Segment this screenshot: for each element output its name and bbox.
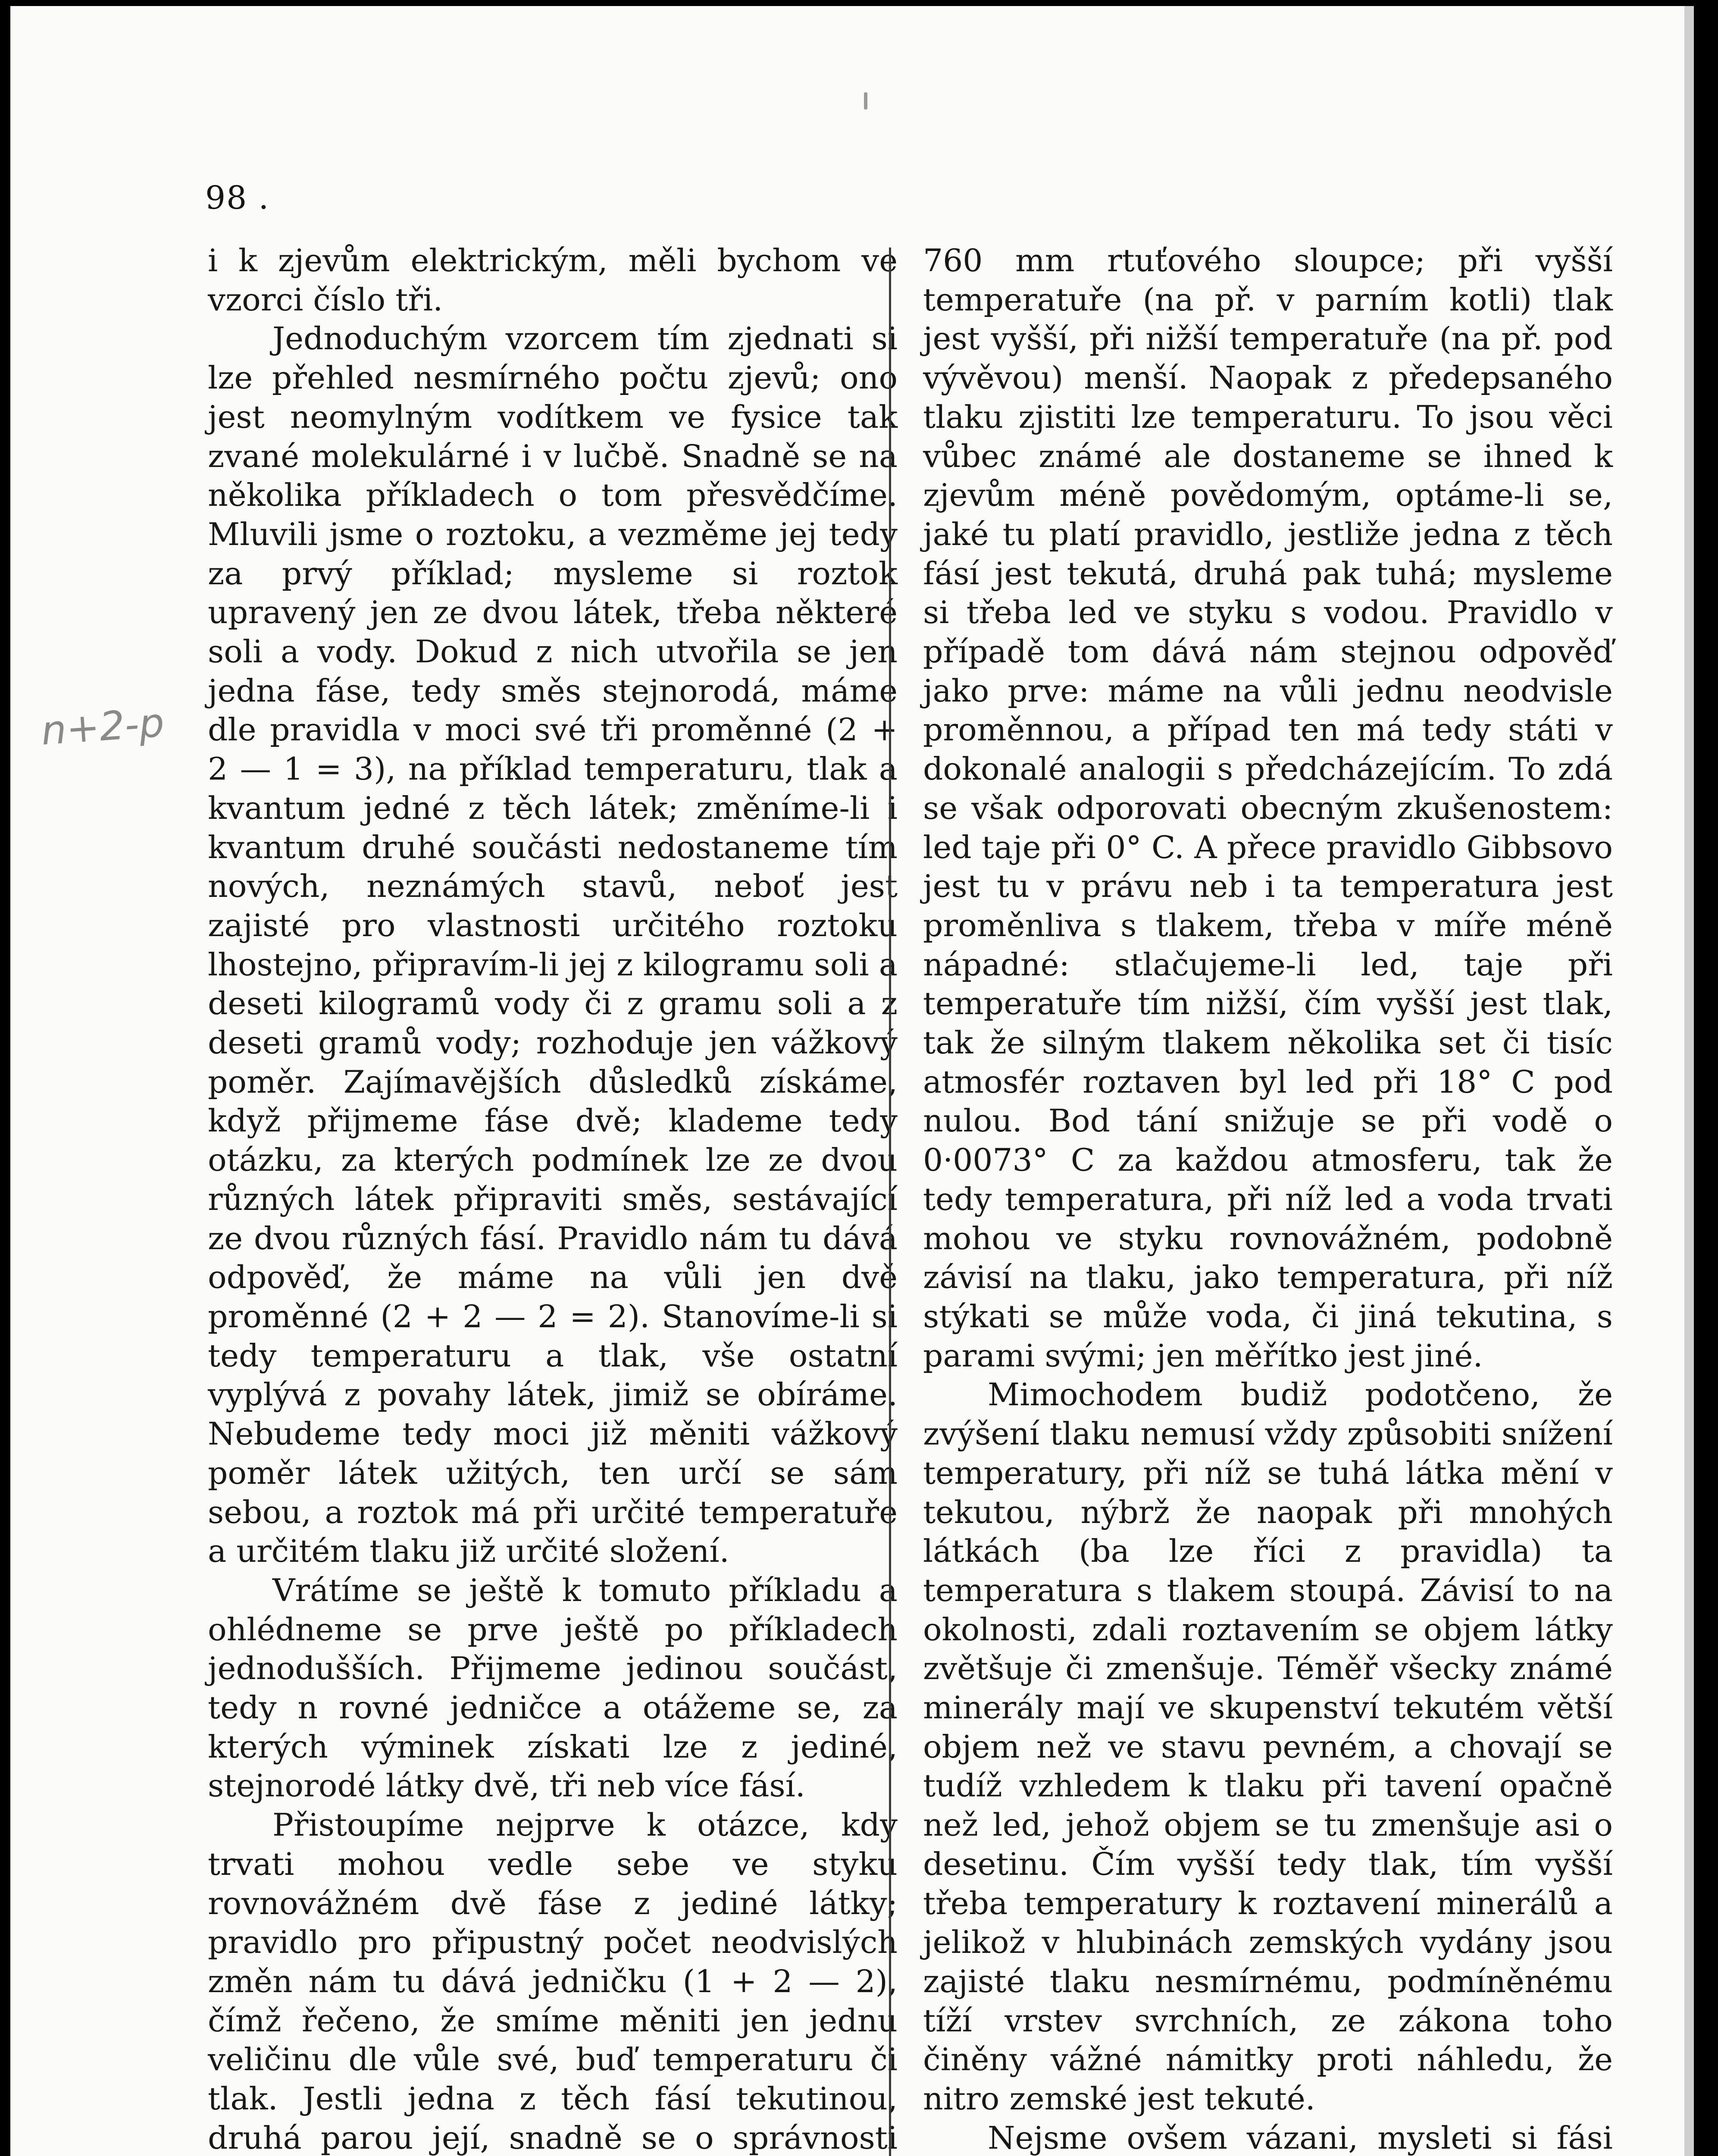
right-paragraph-1: 760 mm rtuťového sloupce; při vyšší temperatuře (na př. v parním kotli) tlak jest vyšší, při nižší temperatuře (na př. pod vývěvou) menší. Naopak z předepsaného tlaku zjistiti lze temperaturu. To jsou věci vůbec známé ale dostaneme se ihned k zjevům méně povědomým, optáme-li se, jaké tu platí pravidlo, jestliže jedna z těch fásí jest tekutá, druhá pak tuhá; mysleme si třeba led ve styku s vodou. Pravidlo v případě tom dává nám stejnou odpověď jako prve: máme na vůli jednu neodvisle proměnnou, a případ ten má tedy státi v dokonalé analogii s předcházejícím. To zdá se však odporovati obecným zkušenostem: led taje při 0° C. A přece pravidlo Gibbsovo jest tu v právu neb i ta temperatura jest proměnliva s tlakem, třeba v míře méně nápadné: stlačujeme-li led, taje při temperatuře tím nižší, čím vyšší jest tlak, tak že silným tlakem několika set či tisíc atmosfér roztaven byl led při 18° C pod nulou. Bod tání snižuje se při vodě o 0·0073° C za každou atmosferu, tak že tedy temperatura, při níž led a voda trvati mohou ve styku rovnovážném, podobně závisí na tlaku, jako temperatura, při níž stýkati se může voda, či jiná tekutina, s parami svými; jen měřítko jest jiné.: [923, 243, 1613, 1374]
right-column: [923, 241, 1613, 2156]
column-divider: [889, 248, 891, 2156]
page-number: 98 .: [205, 179, 270, 216]
left-paragraph-2: Jednoduchým vzorcem tím zjednati si lze přehled nesmírného počtu zjevů; ono jest neomylným vodítkem ve fysice tak zvané molekulárné i v lučbě. Snadně se na několika příkladech o tom přesvědčíme. Mluvili jsme o roztoku, a vezměme jej tedy za prvý příklad; mysleme si roztok upravený jen ze dvou látek, třeba některé soli a vody. Dokud z nich utvořila se jen jedna fáse, tedy směs stejnorodá, máme dle pravidla v moci své tři proměnné (2 + 2 — 1 = 3), na příklad temperaturu, tlak a kvantum jedné z těch látek; změníme-li i kvantum druhé součásti nedostaneme tím nových, neznámých stavů, neboť jest zajisté pro vlastnosti určitého roztoku lhostejno, připravím-li jej z kilogramu soli a deseti kilogramů vody či z gramu soli a z deseti gramů vody; rozhoduje jen vážkový poměr. Zajímavějších důsledků získáme, když přijmeme fáse dvě; klademe tedy otázku, za kterých podmínek lze ze dvou různých látek připraviti směs, sestávající ze dvou různých fásí. Pravidlo nám tu dává odpověď, že máme na vůli jen dvě proměnné (2 + 2 — 2 = 2). Stanovíme-li si tedy temperaturu a tlak, vše ostatní vyplývá z povahy látek, jimiž se obíráme. Nebudeme tedy moci již měniti vážkový poměr látek užitých, ten určí se sám sebou, a roztok má při určité temperatuře a určitém tlaku již určité složení.: [208, 321, 898, 1570]
handwritten-margin-note: n+2-p: [40, 699, 166, 754]
scanned-page: [10, 6, 1694, 2156]
ink-speck: [864, 92, 867, 110]
left-paragraph-3: Vrátíme se ještě k tomuto příkladu a ohlédneme se prve ještě po příkladech jednodušších. Přijmeme jedinou součást, tedy n rovné jedničce a otážeme se, za kterých výminek získati lze z jediné, stejnorodé látky dvě, tři neb více fásí.: [208, 1572, 898, 1805]
right-paragraph-3: Nejsme ovšem vázani, mysleti si fási: [988, 2120, 1613, 2156]
right-paragraph-2: Mimochodem budiž podotčeno, že zvýšení tlaku nemusí vždy způsobiti snížení temperatury, při níž se tuhá látka mění v tekutou, nýbrž že naopak při mnohých látkách (ba lze říci z pravidla) ta temperatura s tlakem stoupá. Závisí to na okolnosti, zdali roztavením se objem látky zvětšuje či zmenšuje. Téměř všecky známé minerály mají ve skupenství tekutém větší objem než ve stavu pevném, a chovají se tudíž vzhledem k tlaku při tavení opačně než led, jehož objem se tu zmenšuje asi o desetinu. Čím vyšší tedy tlak, tím vyšší třeba temperatury k roztavení minerálů a jelikož v hlubinách zemských vydány jsou zajisté tlaku nesmírnému, podmíněnému tíží vrstev svrchních, ze zákona toho činěny vážné námitky proti náhledu, že nitro zemské jest tekuté.: [923, 1377, 1613, 2118]
left-column: [208, 241, 898, 2156]
page-edge-shadow: [1684, 6, 1694, 2156]
left-paragraph-1: i k zjevům elektrickým, měli bychom ve vzorci číslo tři.: [208, 243, 898, 318]
left-paragraph-4: Přistoupíme nejprve k otázce, kdy trvati mohou vedle sebe ve styku rovnovážném dvě fáse z jediné látky; pravidlo pro připustný počet neodvislých změn nám tu dává jedničku (1 + 2 — 2), čímž řečeno, že smíme měniti jen jednu veličinu dle vůle své, buď temperaturu či tlak. Jestli jedna z těch fásí tekutinou, druhá parou její, snadně se o správnosti: [208, 1807, 898, 2156]
